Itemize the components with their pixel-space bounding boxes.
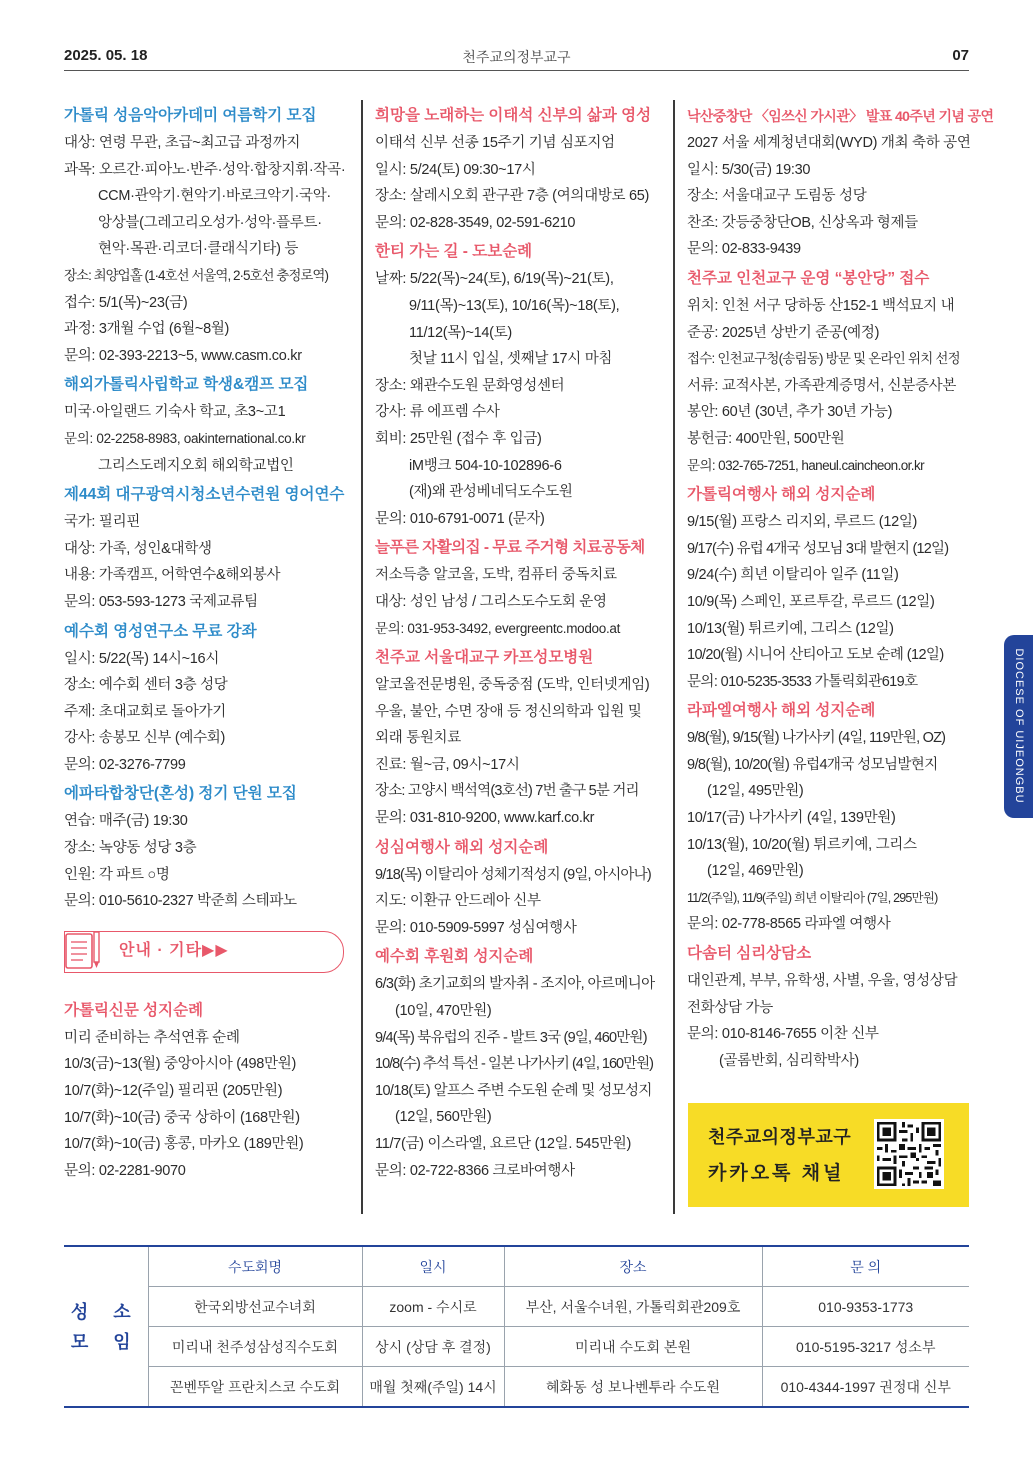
notice-line: (10일, 470만원) [395,1003,492,1020]
publication-name: 천주교의정부교구 [462,49,571,65]
page-number: 07 [952,47,969,64]
notice-line: (12일, 560만원) [395,1109,492,1126]
notice-oak [64,371,354,479]
notice-title: 해외가톨릭사립학교 학생&캠프 모집 [64,376,309,394]
notice-line: 저소득층 알코올, 도박, 컴퓨터 중독치료 [375,567,617,584]
notice-line: 11/12(목)~14(토) [409,324,512,341]
notice-raphael-travel [687,697,972,938]
notice-line: 문의: 010-5909-5997 성심여행사 [375,919,577,936]
notice-line: 서류: 교적사본, 가족관계증명서, 신분증사본 [687,377,957,394]
row-header-line: 성 소 [70,1301,141,1322]
table-row [64,1367,969,1408]
notice-line: (골롬반회, 심리학박사) [719,1052,859,1069]
notice-lee-taeseok [375,102,665,236]
notice-line: 과목: 오르간·피아노·반주·성악·합창지휘·작곡· [64,161,346,178]
column-header: 문 의 [762,1246,969,1287]
notice-line: 알코올전문병원, 중독중점 (도박, 인터넷게임) [375,677,650,694]
table-cell: 꼰벤뚜알 프란치스코 수도회 [148,1367,362,1408]
notice-line: 2027 서울 세계청년대회(WYD) 개최 축하 공연 [687,135,971,151]
notice-line: 봉안: 60년 (30년, 추가 30년 가능) [687,404,893,421]
notice-naksan-choir [687,102,994,263]
table-cell: 부산, 서울수녀원, 가톨릭회관209호 [504,1287,762,1327]
notice-title: 희망을 노래하는 이태석 신부의 삶과 영성 [375,107,652,124]
notice-line: 10/13(월), 10/20(월) 튀르키예, 그리스 [687,836,917,853]
column-divider [361,100,363,1214]
notice-title: 한티 가는 길 - 도보순례 [375,243,533,261]
notice-catholic-travel [687,481,972,695]
notice-line: 접수: 5/1(목)~23(금) [64,294,188,311]
column-header: 일시 [362,1246,504,1287]
notice-line: 문의: 02-2258-8983, oakinternational.co.kr [64,430,306,446]
column-header: 수도회명 [148,1246,362,1287]
notice-title: 다솜터 심리상담소 [687,945,812,963]
notice-line: 일시: 5/24(토) 09:30~17시 [375,161,536,178]
table-row [64,1287,969,1327]
column-1 [64,100,354,1184]
notice-dasomteo [687,940,972,1074]
notice-title: 라파엘여행사 해외 성지순례 [687,702,876,720]
notice-line: 9/11(목)~13(토), 10/16(목)~18(토), [409,297,620,314]
notice-jesuit-pilgrimage [375,943,665,1184]
notice-line: 대상: 연령 무관, 초급~최고급 과정까지 [64,135,301,151]
notice-line: 9/4(목) 북유럽의 진주 - 발트 3국 (9일, 460만원) [375,1029,647,1046]
qr-code-icon[interactable] [874,1119,944,1189]
notice-line: 미리 준비하는 추석연휴 순례 [64,1029,240,1046]
notice-line: 10/7(화)~12(주일) 필리핀 (205만원) [64,1083,283,1100]
notice-line: 10/3(금)~13(월) 중앙아시아 (498만원) [64,1056,297,1073]
notice-line: 대인관계, 부부, 유학생, 사별, 우울, 영성상담 [687,973,958,990]
notice-line: 미국·아일랜드 기숙사 학교, 초3~고1 [64,404,286,421]
notice-line: 대상: 성인 남성 / 그리스도수도회 운영 [375,593,607,610]
notice-line: 문의: 053-593-1273 국제교류팀 [64,593,258,610]
notice-line: 문의: 02-722-8366 크로바여행사 [375,1162,575,1179]
kakao-line-1: 천주교의정부교구 [708,1127,852,1147]
notice-line: 회비: 25만원 (접수 후 입금) [375,430,542,447]
notice-title: 가톨릭 성음악아카데미 여름학기 모집 [64,107,317,124]
kakao-line-2: 카카오톡 채널 [708,1163,845,1184]
notice-line: 대상: 가족, 성인&대학생 [64,540,212,557]
notice-line: 10/17(금) 나가사키 (4일, 139만원) [687,810,896,827]
notice-line: 내용: 가족캠프, 어학연수&해외봉사 [64,567,281,584]
notice-title: 예수회 영성연구소 무료 강좌 [64,622,257,640]
notice-line: 일시: 5/30(금) 19:30 [687,161,811,178]
table-cell: 010-5195-3217 성소부 [762,1327,969,1367]
table-row [64,1327,969,1367]
notice-line: 9/15(월) 프랑스 리지외, 루르드 (12일) [687,514,918,531]
notice-line: 10/7(화)~10(금) 중국 상하이 (168만원) [64,1109,300,1126]
notice-line: 문의: 010-5610-2327 박준희 스테파노 [64,893,297,910]
notice-line: 10/9(목) 스페인, 포르투갈, 루르드 (12일) [687,593,935,610]
notice-line: 외래 통원치료 [375,730,461,747]
notice-title: 제44회 대구광역시청소년수련원 영어연수 [64,486,345,504]
notice-line: 문의: 010-5235-3533 가톨릭회관619호 [687,673,918,690]
notice-line: 우울, 불안, 수면 장애 등 정신의학과 입원 및 [375,703,642,720]
notice-line: 강사: 류 에프렘 수사 [375,404,500,421]
notice-title: 천주교 인천교구 운영 “봉안당” 접수 [687,269,930,287]
section-banner [64,931,344,973]
table-cell: 한국외방선교수녀회 [148,1287,362,1327]
notice-line: CCM·관악기·현악기·바로크악기·국악· [98,188,331,205]
notice-title: 가톨릭신문 성지순례 [64,1001,204,1019]
notice-line: 9/18(목) 이탈리아 성체기적성지 (9일, 아시아나) [375,866,651,883]
issue-date: 2025. 05. 18 [64,47,148,64]
notice-line: 9/24(수) 희년 이탈리아 일주 (11일) [687,567,899,584]
notice-line: 10/13(월) 튀르키예, 그리스 (12일) [687,620,894,637]
notice-line: 10/7(화)~10(금) 홍콩, 마카오 (189만원) [64,1136,304,1153]
table-cell: zoom - 수시로 [362,1287,504,1327]
row-header-line: 모 임 [70,1331,141,1352]
notice-line: 진료: 월~금, 09시~17시 [375,756,520,773]
notice-line: 문의: 02-778-8565 라파엘 여행사 [687,916,891,933]
table-cell: 혜화동 성 보나벤투라 수도원 [504,1367,762,1408]
notice-line: 이태석 신부 선종 15주기 기념 심포지엄 [375,135,615,151]
notice-line: 10/18(토) 알프스 주변 수도원 순례 및 성모성지 [375,1082,652,1099]
notice-title: 천주교 서울대교구 카프성모병원 [375,649,594,667]
notice-karf-hospital [375,644,665,832]
notice-line: 10/8(수) 추석 특선 - 일본 나가사키 (4일, 160만원) [375,1056,653,1073]
notice-hanti-walk [375,238,665,532]
notice-line: 그리스도레지오회 해외학교법인 [98,457,294,474]
column-3 [687,100,994,1074]
notice-line: (12일, 469만원) [707,863,804,880]
notice-line: 앙상블(그레고리오성가·성악·플루트· [98,214,322,231]
notice-line: 장소: 살레시오회 관구관 7층 (여의대방로 65) [375,188,650,205]
notice-line: 문의: 02-3276-7799 [64,756,186,773]
notice-line: 장소: 녹양동 성당 3층 [64,840,197,857]
notice-line: 문의: 032-765-7251, haneul.caincheon.or.kr [687,457,925,473]
notice-title: 성심여행사 해외 성지순례 [375,838,549,856]
diocese-side-tab [1004,635,1033,818]
notice-title: 예수회 후원회 성지순례 [375,948,534,966]
notice-line: 봉헌금: 400만원, 500만원 [687,430,845,447]
notice-jesuit-lecture [64,618,354,779]
table-header-row [64,1246,969,1287]
notice-line: 6/3(화) 초기교회의 발자취 - 조지아, 아르메니아 [375,976,655,993]
notice-line: 9/17(수) 유럽 4개국 성모님 3대 발현지 (12일) [687,540,949,557]
notice-title: 가톨릭여행사 해외 성지순례 [687,486,876,504]
notice-line: 9/8(월), 9/15(월) 나가사키 (4일, 119만원, OZ) [687,730,946,747]
column-divider [673,100,675,1214]
notice-line: 날짜: 5/22(목)~24(토), 6/19(목)~21(토), [375,271,614,288]
notice-catholic-times [64,997,354,1185]
table-cell: 미리내 천주성삼성직수도회 [148,1327,362,1367]
notice-line: 장소: 왜관수도원 문화영성센터 [375,377,565,394]
notice-line: 강사: 송봉모 신부 (예수회) [64,730,226,747]
notice-line: iM뱅크 504-10-102896-6 [409,457,562,474]
table-cell: 010-4344-1997 권정대 신부 [762,1367,969,1408]
notice-line: 전화상담 가능 [687,999,773,1016]
notice-line: 첫날 11시 입실, 셋째날 17시 마침 [409,351,613,368]
notice-line: 문의: 02-828-3549, 02-591-6210 [375,214,576,231]
notice-line: 문의: 02-833-9439 [687,241,801,258]
notice-line: 연습: 매주(금) 19:30 [64,813,188,830]
column-header: 장소 [504,1246,762,1287]
notice-line: 11/2(주일), 11/9(주일) 희년 이탈리아 (7일, 295만원) [687,890,938,905]
notice-line: 과정: 3개월 수업 (6월~8월) [64,321,230,338]
notice-line: 문의: 02-393-2213~5, www.casm.co.kr [64,347,302,364]
notice-line: 접수: 인천교구청(송림동) 방문 및 온라인 위치 선정 [687,351,960,367]
notice-line: 지도: 이환규 안드레아 신부 [375,893,541,910]
notice-line: 장소: 예수회 센터 3층 성당 [64,677,228,694]
page-header [64,44,969,71]
notice-line: 장소: 서울대교구 도림동 성당 [687,188,867,205]
notice-incheon-columbarium [687,265,972,479]
notice-line: 10/20(월) 시니어 산티아고 도보 순례 (12일) [687,647,944,664]
notepad-icon [63,928,103,974]
notice-sungsim-travel [375,834,665,942]
table-row-header [64,1246,148,1407]
notice-line: 찬조: 갓등중창단OB, 신상옥과 형제들 [687,214,918,231]
side-tab-label: DIOCESE OF UIJEONGBU [1013,648,1025,804]
notice-daegu [64,481,354,615]
table-cell: 미리내 수도회 본원 [504,1327,762,1367]
notice-line: 문의: 02-2281-9070 [64,1162,186,1179]
notice-line: 현악·목관·리코더·클래식기타) 등 [98,241,299,258]
notice-line: 주제: 초대교회로 돌아가기 [64,703,226,720]
vocation-meetings-table [64,1245,969,1408]
notice-ephphatha [64,780,354,914]
notice-line: 9/8(월), 10/20(월) 유럽4개국 성모님발현지 [687,756,938,773]
table-cell: 상시 (상담 후 결정) [362,1327,504,1367]
notice-line: 문의: 031-810-9200, www.karf.co.kr [375,810,595,827]
notice-evergreen [375,534,665,642]
notice-line: 장소: 최양업홀 (1·4호선 서울역, 2·5호선 충정로역) [64,267,328,283]
notice-title: 낙산중창단 〈임쓰신 가시관〉 발표 40주년 기념 공연 [687,108,994,124]
notice-line: (12일, 495만원) [707,783,804,800]
notice-line: 문의: 010-6791-0071 (문자) [375,510,545,527]
banner-label: 안내 · 기타▶▶ [119,941,229,959]
notice-line: 11/7(금) 이스라엘, 요르단 (12일. 545만원) [375,1136,632,1152]
notice-line: 준공: 2025년 상반기 준공(예정) [687,324,880,341]
notice-line: 문의: 010-8146-7655 이찬 신부 [687,1026,879,1043]
notice-line: 인원: 각 파트 ○명 [64,866,170,883]
notice-line: 문의: 031-953-3492, evergreentc.modoo.at [375,620,621,636]
table-cell: 매월 첫째(주일) 14시 [362,1367,504,1408]
notice-line: 일시: 5/22(목) 14시~16시 [64,650,220,667]
notice-title: 늘푸른 자활의집 - 무료 주거형 치료공동체 [375,539,645,557]
notice-casm [64,102,354,369]
notice-line: 위치: 인천 서구 당하동 산152-1 백석묘지 내 [687,297,955,314]
notice-title: 에파타합창단(혼성) 정기 단원 모집 [64,785,297,803]
table-cell: 010-9353-1773 [762,1287,969,1327]
kakao-channel-box[interactable] [688,1103,969,1207]
column-2 [375,100,665,1184]
notice-line: (재)왜 관성베네딕도수도원 [409,484,573,501]
notice-line: 국가: 필리핀 [64,514,140,531]
notice-line: 장소: 고양시 백석역(3호선) 7번 출구 5분 거리 [375,783,639,800]
